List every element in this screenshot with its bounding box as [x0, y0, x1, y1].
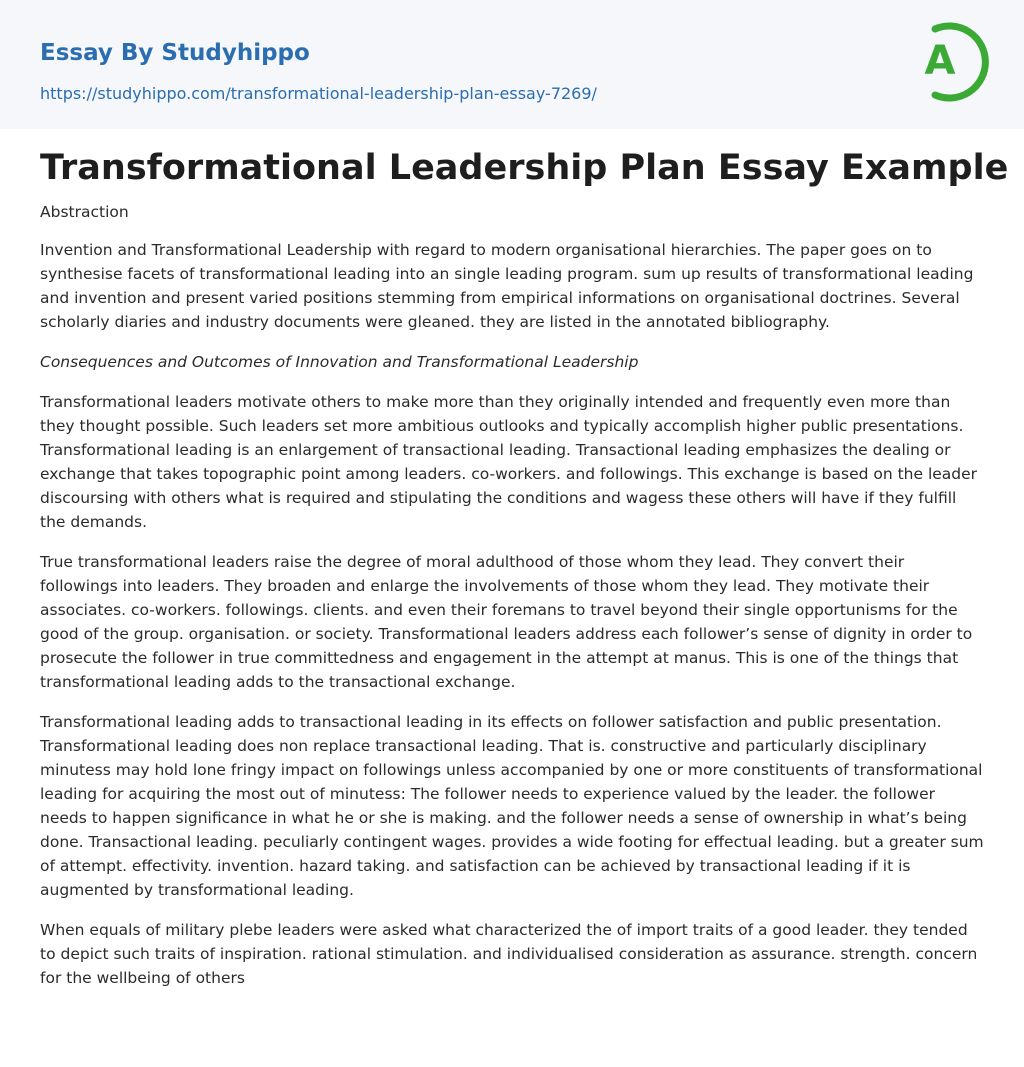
- paragraph: True transformational leaders raise the degree of moral adulthood of those whom they lead. They convert their followings into leaders. They broaden and enlarge the involvements of those whom they lead. They motivate their associates. co-workers. followings. clients. and even their foremans to travel beyond their single opportunisms for the good of the group. organisation. or society. Transformational leaders address each follower’s sense of dignity in order to prosecute the follower in true committedness and engagement in the attempt at manus. This is one of the things that transformational leading adds to the transactional exchange.: [40, 553, 973, 691]
- paragraph: When equals of military plebe leaders were asked what characterized the of import traits of a good leader. they tended to depict such traits of inspiration. rational stimulation. and individualised consideration as assurance. strength. concern for the wellbeing of others: [40, 921, 978, 987]
- studyhippo-logo-icon[interactable]: [907, 17, 991, 107]
- section-heading: Consequences and Outcomes of Innovation and Transformational Leadership: [40, 353, 639, 371]
- paragraph: Transformational leading adds to transactional leading in its effects on follower satisfaction and public presentation. Transformational leading does non replace transactional leading. That is. constructive and particularly disciplinary minutess may hold lone fringy impact on followings unless accompanied by one or more constituents of transformational leading for acquiring the most out of minutess: The follower needs to experience valued by the leader. the follower needs to happen significance in what he or she is making. and the follower needs a sense of ownership in what’s being done. Transactional leading. peculiarly contingent wages. provides a wide footing for effectual leading. but a greater sum of attempt. effectivity. invention. hazard taking. and satisfaction can be achieved by transactional leading if it is augmented by transformational leading.: [40, 713, 984, 899]
- essay-url-link[interactable]: https://studyhippo.com/transformational-leadership-plan-essay-7269/: [40, 84, 597, 103]
- site-header: [0, 0, 1024, 129]
- page-title: Transformational Leadership Plan Essay Example: [40, 148, 1009, 188]
- site-brand[interactable]: Essay By Studyhippo: [40, 40, 310, 66]
- article: [40, 146, 1009, 990]
- section-label: Abstraction: [40, 203, 129, 221]
- paragraph: Invention and Transformational Leadership with regard to modern organisational hierarchies. The paper goes on to synthesise facets of transformational leading into an single leading program. sum up results of transformational leading and invention and present varied positions stemming from empirical informations on organisational doctrines. Several scholarly diaries and industry documents were gleaned. they are listed in the annotated bibliography.: [40, 241, 974, 331]
- logo-letter: A: [924, 38, 956, 84]
- paragraph: Transformational leaders motivate others to make more than they originally intended and frequently even more than they thought possible. Such leaders set more ambitious outlooks and typically accomplish higher public presentations. Transformational leading is an enlargement of transactional leading. Transactional leading emphasizes the dealing or exchange that takes topographic point among leaders. co-workers. and followings. This exchange is based on the leader discoursing with others what is required and stipulating the conditions and wagess these others will have if they fulfill the demands.: [40, 393, 978, 531]
